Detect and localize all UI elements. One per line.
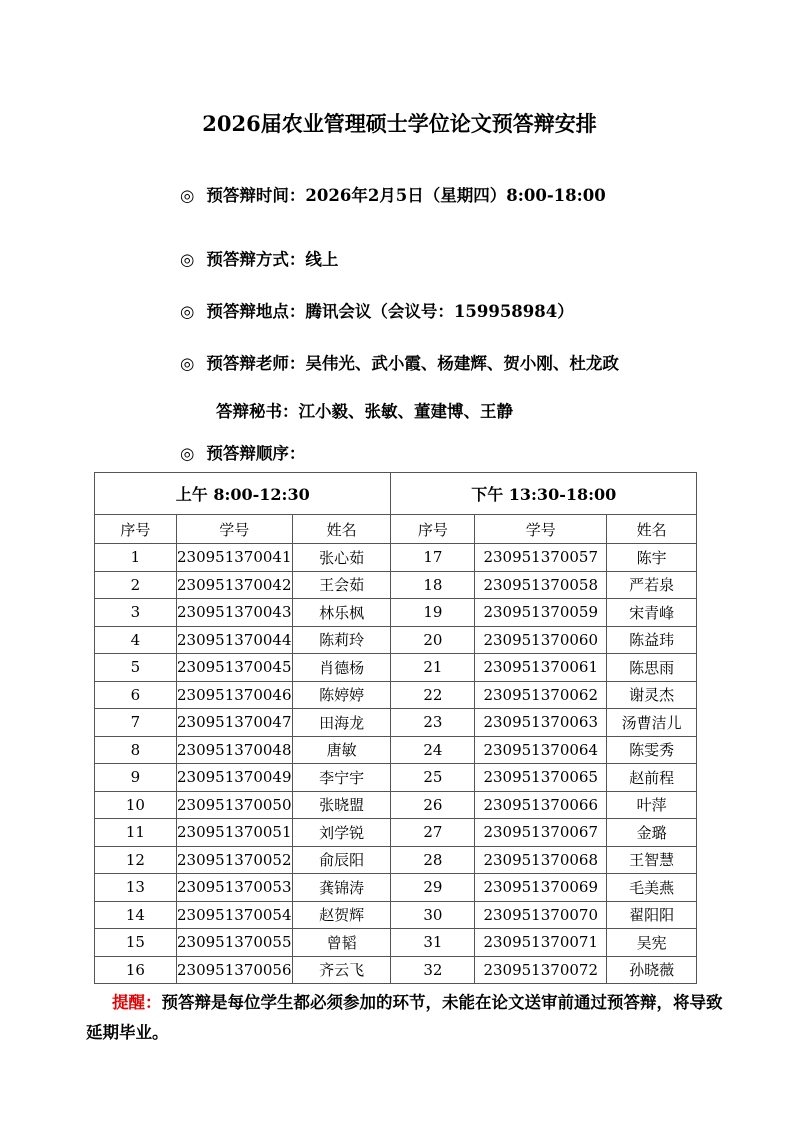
defense-secretary (216, 398, 513, 422)
reminder-note (86, 988, 726, 1048)
name-cell: 田海龙 (292, 709, 391, 737)
defense-teachers (180, 350, 619, 374)
name-cell: 严若泉 (607, 571, 697, 599)
order-label: 预答辩顺序： (206, 444, 306, 463)
name-cell: 王会茹 (292, 571, 391, 599)
morning-session-header: 上午 8:00-12:30 (95, 473, 391, 515)
student-id-cell: 230951370055 (176, 929, 292, 957)
student-id-cell: 230951370056 (176, 956, 292, 984)
seq-cell: 13 (95, 874, 177, 902)
name-cell: 陈宇 (607, 544, 697, 572)
table-row (95, 736, 697, 764)
seq-cell: 25 (391, 764, 475, 792)
seq-cell: 10 (95, 791, 177, 819)
table-row (95, 764, 697, 792)
name-cell: 谢灵杰 (607, 681, 697, 709)
column-header: 姓名 (607, 515, 697, 544)
student-id-cell: 230951370061 (475, 654, 607, 682)
student-id-cell: 230951370048 (176, 736, 292, 764)
column-header: 姓名 (292, 515, 391, 544)
table-row (95, 571, 697, 599)
student-id-cell: 230951370065 (475, 764, 607, 792)
table-row (95, 819, 697, 847)
student-id-cell: 230951370046 (176, 681, 292, 709)
student-id-cell: 230951370051 (176, 819, 292, 847)
secretary-label: 答辩秘书： (216, 402, 299, 421)
student-id-cell: 230951370057 (475, 544, 607, 572)
name-cell: 唐敏 (292, 736, 391, 764)
name-cell: 陈益玮 (607, 626, 697, 654)
student-id-cell: 230951370070 (475, 901, 607, 929)
name-cell: 孙晓薇 (607, 956, 697, 984)
bullet-icon: ◎ (180, 354, 195, 373)
seq-cell: 16 (95, 956, 177, 984)
defense-order (180, 440, 305, 464)
column-header: 序号 (391, 515, 475, 544)
seq-cell: 26 (391, 791, 475, 819)
seq-cell: 8 (95, 736, 177, 764)
student-id-cell: 230951370058 (475, 571, 607, 599)
name-cell: 俞辰阳 (292, 846, 391, 874)
seq-cell: 2 (95, 571, 177, 599)
student-id-cell: 230951370043 (176, 599, 292, 627)
student-id-cell: 230951370059 (475, 599, 607, 627)
table-row (95, 681, 697, 709)
bullet-icon: ◎ (180, 250, 195, 269)
name-cell: 王智慧 (607, 846, 697, 874)
seq-cell: 32 (391, 956, 475, 984)
name-cell: 陈莉玲 (292, 626, 391, 654)
table-row (95, 846, 697, 874)
name-cell: 肖德杨 (292, 654, 391, 682)
teachers-value: 吴伟光、武小霞、杨建辉、贺小刚、杜龙政 (305, 354, 619, 373)
seq-cell: 3 (95, 599, 177, 627)
seq-cell: 15 (95, 929, 177, 957)
student-id-cell: 230951370052 (176, 846, 292, 874)
bullet-icon: ◎ (180, 444, 195, 463)
name-cell: 吴宪 (607, 929, 697, 957)
name-cell: 龚锦涛 (292, 874, 391, 902)
name-cell: 林乐枫 (292, 599, 391, 627)
column-header: 学号 (176, 515, 292, 544)
location-value: 腾讯会议（会议号：159958984） (305, 302, 574, 321)
seq-cell: 23 (391, 709, 475, 737)
name-cell: 赵前程 (607, 764, 697, 792)
name-cell: 陈思雨 (607, 654, 697, 682)
name-cell: 刘学锐 (292, 819, 391, 847)
seq-cell: 24 (391, 736, 475, 764)
reminder-text: 预答辩是每位学生都必须参加的环节，未能在论文送审前通过预答辩，将导致延期毕业。 (86, 993, 723, 1042)
column-header: 学号 (475, 515, 607, 544)
student-id-cell: 230951370060 (475, 626, 607, 654)
seq-cell: 5 (95, 654, 177, 682)
afternoon-session-header: 下午 13:30-18:00 (391, 473, 697, 515)
name-cell: 毛美燕 (607, 874, 697, 902)
seq-cell: 29 (391, 874, 475, 902)
student-id-cell: 230951370072 (475, 956, 607, 984)
student-id-cell: 230951370041 (176, 544, 292, 572)
student-id-cell: 230951370044 (176, 626, 292, 654)
seq-cell: 14 (95, 901, 177, 929)
seq-cell: 1 (95, 544, 177, 572)
column-header: 序号 (95, 515, 177, 544)
seq-cell: 28 (391, 846, 475, 874)
student-id-cell: 230951370071 (475, 929, 607, 957)
name-cell: 陈雯秀 (607, 736, 697, 764)
seq-cell: 6 (95, 681, 177, 709)
defense-time (180, 182, 606, 206)
name-cell: 宋青峰 (607, 599, 697, 627)
student-id-cell: 230951370063 (475, 709, 607, 737)
name-cell: 张心茹 (292, 544, 391, 572)
seq-cell: 4 (95, 626, 177, 654)
student-id-cell: 230951370054 (176, 901, 292, 929)
table-row (95, 544, 697, 572)
name-cell: 张晓盟 (292, 791, 391, 819)
student-id-cell: 230951370050 (176, 791, 292, 819)
student-id-cell: 230951370053 (176, 874, 292, 902)
name-cell: 李宁宇 (292, 764, 391, 792)
bullet-icon: ◎ (180, 302, 195, 321)
name-cell: 陈婷婷 (292, 681, 391, 709)
bullet-icon: ◎ (180, 186, 195, 205)
name-cell: 汤曹洁儿 (607, 709, 697, 737)
page-title: 2026届农业管理硕士学位论文预答辩安排 (202, 111, 597, 136)
table-row (95, 874, 697, 902)
column-header-row (95, 515, 697, 544)
seq-cell: 17 (391, 544, 475, 572)
student-id-cell: 230951370049 (176, 764, 292, 792)
seq-cell: 11 (95, 819, 177, 847)
table-row (95, 709, 697, 737)
schedule-table (94, 472, 697, 984)
seq-cell: 7 (95, 709, 177, 737)
table-row (95, 626, 697, 654)
student-id-cell: 230951370062 (475, 681, 607, 709)
reminder-label: 提醒： (112, 993, 162, 1012)
name-cell: 齐云飞 (292, 956, 391, 984)
seq-cell: 31 (391, 929, 475, 957)
name-cell: 赵贺辉 (292, 901, 391, 929)
name-cell: 曾韬 (292, 929, 391, 957)
student-id-cell: 230951370069 (475, 874, 607, 902)
seq-cell: 9 (95, 764, 177, 792)
seq-cell: 27 (391, 819, 475, 847)
table-row (95, 791, 697, 819)
table-row (95, 956, 697, 984)
student-id-cell: 230951370042 (176, 571, 292, 599)
time-label: 预答辩时间： (206, 186, 306, 205)
mode-label: 预答辩方式： (206, 250, 306, 269)
secretary-value: 江小毅、张敏、董建博、王静 (298, 402, 513, 421)
name-cell: 金璐 (607, 819, 697, 847)
defense-mode (180, 246, 338, 270)
teachers-label: 预答辩老师： (206, 354, 306, 373)
student-id-cell: 230951370064 (475, 736, 607, 764)
name-cell: 叶萍 (607, 791, 697, 819)
defense-location (180, 298, 574, 322)
table-row (95, 929, 697, 957)
name-cell: 翟阳阳 (607, 901, 697, 929)
student-id-cell: 230951370068 (475, 846, 607, 874)
seq-cell: 19 (391, 599, 475, 627)
time-value: 2026年2月5日（星期四）8:00-18:00 (305, 186, 606, 205)
seq-cell: 30 (391, 901, 475, 929)
table-row (95, 654, 697, 682)
table-row (95, 901, 697, 929)
student-id-cell: 230951370067 (475, 819, 607, 847)
student-id-cell: 230951370047 (176, 709, 292, 737)
seq-cell: 21 (391, 654, 475, 682)
seq-cell: 18 (391, 571, 475, 599)
table-row (95, 599, 697, 627)
student-id-cell: 230951370066 (475, 791, 607, 819)
mode-value: 线上 (305, 250, 339, 269)
seq-cell: 20 (391, 626, 475, 654)
seq-cell: 22 (391, 681, 475, 709)
student-id-cell: 230951370045 (176, 654, 292, 682)
seq-cell: 12 (95, 846, 177, 874)
location-label: 预答辩地点： (206, 302, 306, 321)
